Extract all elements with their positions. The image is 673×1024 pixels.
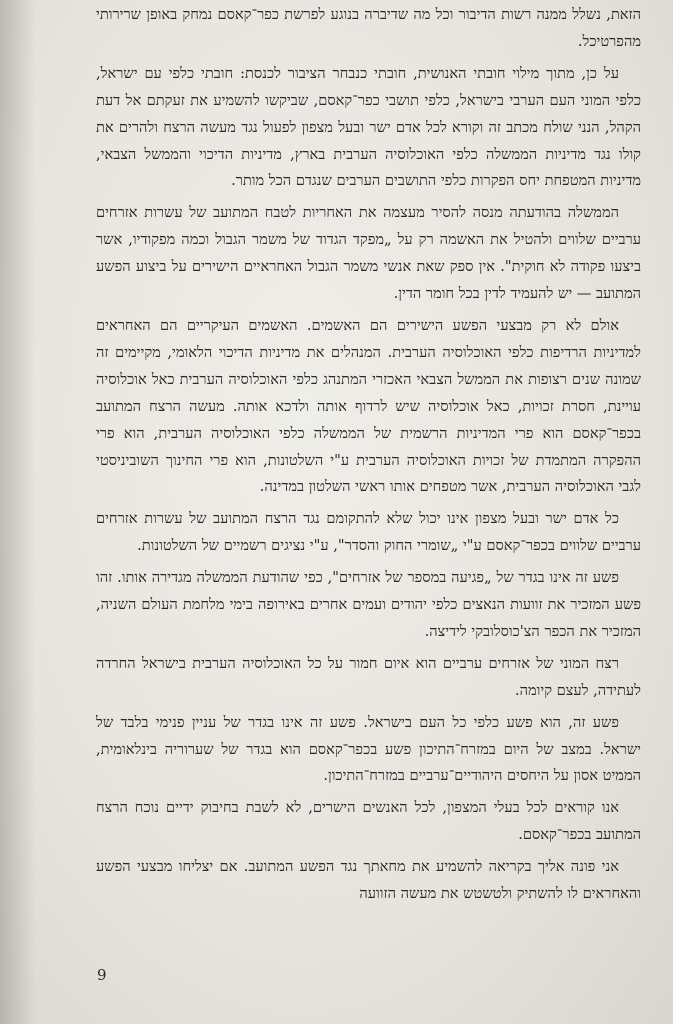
paragraph: פשע זה, הוא פשע כלפי כל העם בישראל. פשע זה אינו בגדר של עניין פנימי בלבד של ישראל. במצב של היום במזרח־התיכון פשע בכפר־קאסם הוא בגדר של שערוריה בינלאומית, הממיט אסון על היחסים היהודיים־ערביים במזרח־התיכון. xyxy=(96,713,641,785)
body-text xyxy=(96,2,641,913)
paragraph: רצח המוני של אזרחים ערביים הוא איום חמור על כל האוכלוסיה הערבית בישראל החרדה לעתידה, לעצם קיומה. xyxy=(96,654,641,699)
page-number: 9 xyxy=(97,966,107,984)
paragraph: על כן, מתוך מילוי חובתי האנושית, חובתי כנבחר הציבור לכנסת: חובתי כלפי עם ישראל, כלפי המוני העם הערבי בישראל, כלפי תושבי כפר־קאסם, שביקשו להשמיע את זעקתם אל דעת הקהל, הנני שולח מכתב זה וקורא לכל אדם ישר ובעל מצפון לפעול נגד מעשה הרצח ולהרים את קולו נגד מדיניות הממשלה כלפי האוכלוסיה הערבית בארץ, מדיניות הדיכוי והממשל הצבאי, מדיניות המטפחת יחס הפקרות כלפי התושבים הערבים שנגדם הכל מותר. xyxy=(96,64,641,190)
paragraph: אנו קוראים לכל בעלי המצפון, לכל האנשים הישרים, לא לשבת בחיבוק ידיים נוכח הרצח המתועב בכפר־קאסם. xyxy=(96,799,641,844)
paragraph-continuation: הזאת, נשלל ממנה רשות הדיבור וכל מה שדיברה בנוגע לפרשת כפר־קאסם נמחק באופן שרירותי מהפרטיכל. xyxy=(96,6,641,50)
paragraph: כל אדם ישר ובעל מצפון אינו יכול שלא להתקומם נגד הרצח המתועב של עשרות אזרחים ערביים שלווים בכפר־קאסם ע"י „שומרי החוק והסדר", ע"י נציגים רשמיים של השלטונות. xyxy=(96,510,641,555)
paragraph: אני פונה אליך בקריאה להשמיע את מחאתך נגד הפשע המתועב. אם יצליחו מבצעי הפשע והאחראים לו להשתיק ולטשטש את מעשה הזוועה xyxy=(96,858,641,903)
page-fold-shadow xyxy=(0,0,36,1024)
paragraph: הממשלה בהודעתה מנסה להסיר מעצמה את האחריות לטבח המתועב של עשרות אזרחים ערביים שלווים ולהטיל את האשמה רק על „מפקד הגדוד של משמר הגבול וכמה מפקודיו, אשר ביצעו פקודה לא חוקית". אין ספק שאת אנשי משמר הגבול האחראיים הישירים על ביצוע הפשע המתועב — יש להעמיד לדין בכל חומר הדין. xyxy=(96,204,641,303)
paragraph: אולם לא רק מבצעי הפשע הישירים הם האשמים. האשמים העיקריים הם האחראים למדיניות הרדיפות כלפי האוכלוסיה הערבית. המנהלים את מדיניות הדיכוי הלאומי, מקיימים זה שמונה שנים רצופות את הממשל הצבאי האכזרי המתנהג כלפי האוכלוסיה הערבית כאל אוכלוסיה עויינת, חסרת זכויות, כאל אוכלוסיה שיש לרדוף אותה ולדכא אותה. מעשה הרצח המתועב בכפר־קאסם הוא פרי המדיניות הרשמית של הממשלה כלפי האוכלוסיה הערבית, הוא פרי ההפקרה המתמדת של זכויות האוכלוסיה הערבית ע"י השלטונות, הוא פרי החינוך השוביניסטי לגבי האוכלוסיה הערבית, אשר מטפחים אותו ראשי השלטון במדינה. xyxy=(96,316,641,496)
paragraph: פשע זה אינו בגדר של „פגיעה במספר של אזרחים", כפי שהודעת הממשלה מגדירה אותו. זהו פשע המזכיר את זוועות הנאצים כלפי יהודים ועמים אחרים באירופה בימי מלחמת העולם השניה, המזכיר את הכפר הצ'כוסלובקי לידיצה. xyxy=(96,569,641,640)
